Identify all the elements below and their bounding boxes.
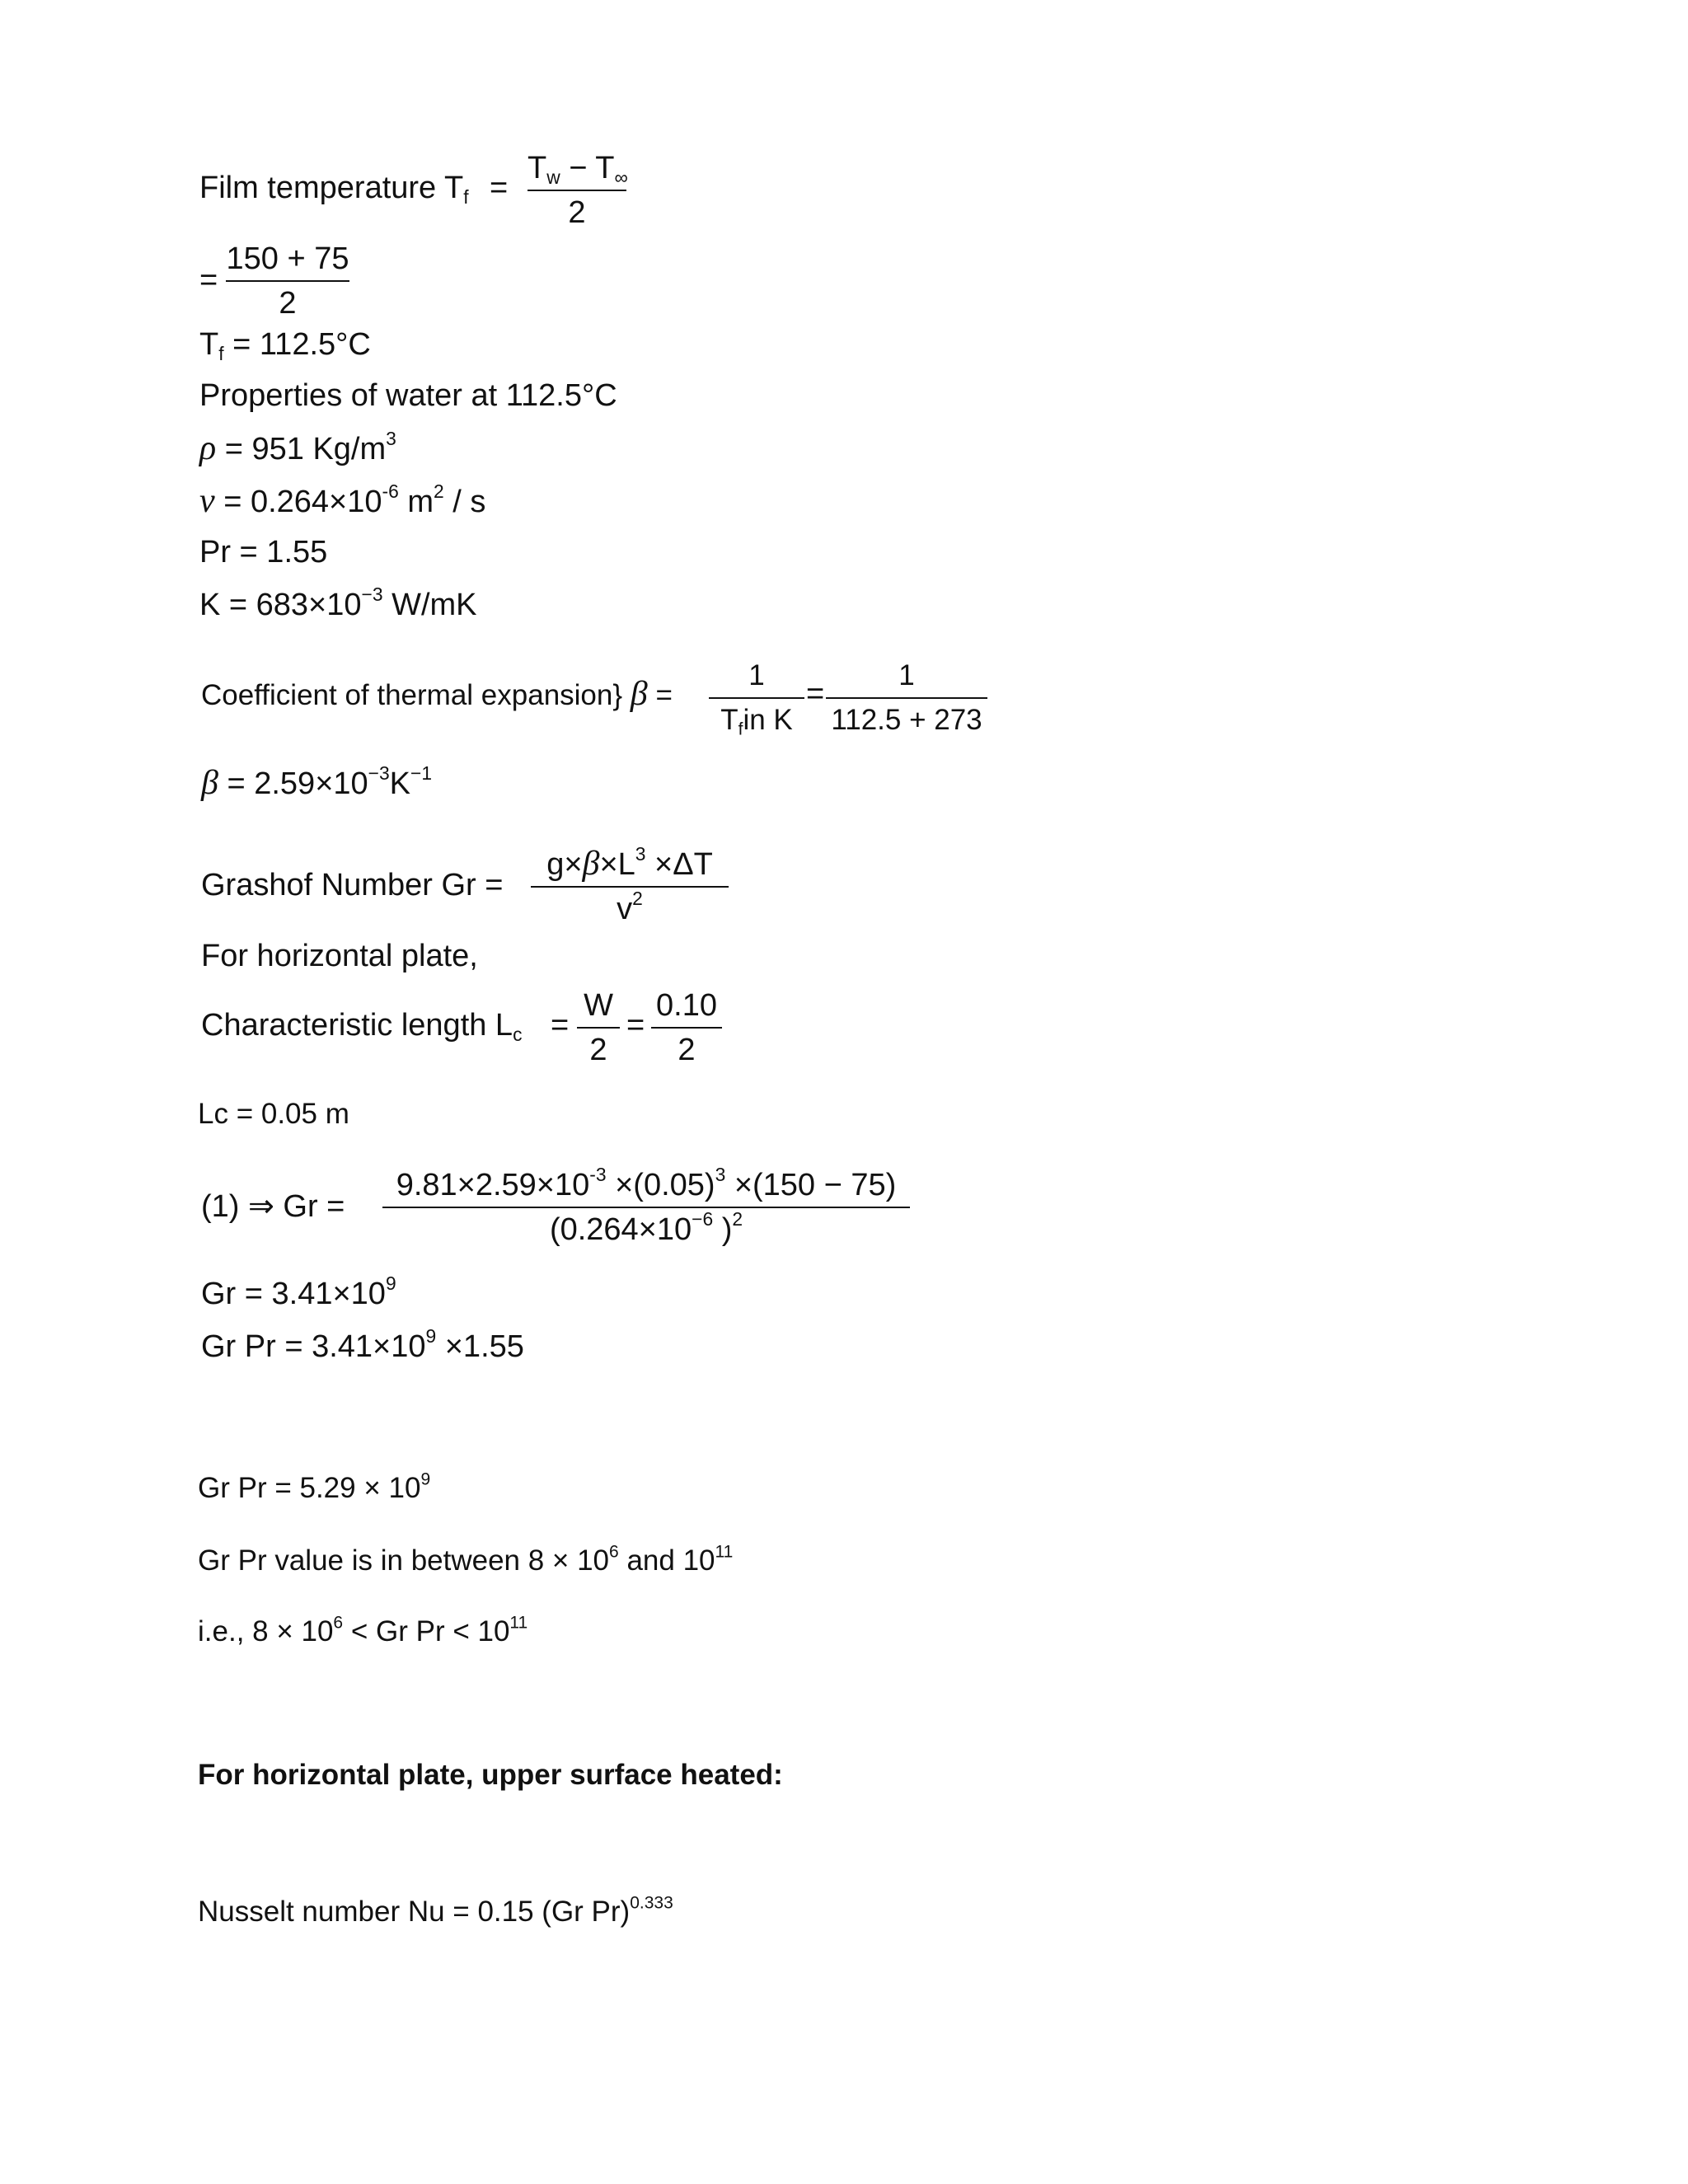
fraction-denominator: 2 bbox=[568, 195, 586, 230]
upper-surface-heading: For horizontal plate, upper surface heated: bbox=[198, 1759, 783, 1791]
density-line: ρ = 951 $Kg/m^3$ bbox=[199, 427, 396, 467]
film-temperature-fraction bbox=[528, 150, 626, 231]
substitution-fraction: 150 + 75 2 bbox=[226, 241, 349, 321]
gr-calculation-fraction: $9.81\times 2.59\times 10^{-3} \times(0.05)^3 \times(150 - 75)$ ($0.264\times 10^{-6}$ )$^2$ bbox=[382, 1167, 910, 1248]
equals-sign: = bbox=[490, 171, 509, 205]
beta-fraction-2: 1 112.5 + 273 bbox=[826, 658, 987, 738]
beta-fraction-1: 1 $T_fin$ K bbox=[709, 658, 804, 738]
gr-calculation-label: (1) ⇒ Gr = bbox=[201, 1189, 345, 1224]
lc-result: Lc = 0.05 m bbox=[198, 1098, 349, 1130]
film-temperature-label: Film temperature $T_f$ bbox=[199, 171, 469, 208]
properties-heading: Properties of water at 112.5°C bbox=[199, 378, 617, 413]
grashof-label: Grashof Number Gr = bbox=[201, 868, 504, 902]
nusselt-formula: Nusselt number Nu = 0.15 (Gr Pr)$^{0.333}$ bbox=[198, 1893, 673, 1928]
char-length-fraction-1: W 2 bbox=[577, 987, 620, 1068]
characteristic-length-label: Characteristic length $L_c$ bbox=[201, 1008, 523, 1045]
conductivity-line: $K = 683\times 10^{-3}$ W/mK bbox=[199, 583, 477, 622]
range-inequality: i.e., $8 \times 10^6 < Gr$ $Pr < 10^{11}$ bbox=[198, 1613, 528, 1647]
equals-sign: = bbox=[551, 1008, 570, 1043]
grpr-calculation: Gr $Pr = 3.41\times 10^9 \times 1.55$ bbox=[201, 1324, 524, 1364]
equals-sign: = bbox=[199, 263, 218, 298]
char-length-fraction-2: 0.10 2 bbox=[651, 987, 722, 1068]
prandtl-line: Pr = 1.55 bbox=[199, 535, 328, 569]
equals-sign: = bbox=[806, 677, 825, 711]
beta-definition-label: Coefficient of thermal expansion} β = bbox=[201, 675, 673, 713]
horizontal-plate-text: For horizontal plate, bbox=[201, 939, 478, 973]
film-temperature-result: $T_f = 112.5^\circ C$ bbox=[199, 327, 371, 364]
equals-sign: = bbox=[626, 1008, 645, 1043]
grpr-result: Gr $Pr = 5.29 \times 10^9$ bbox=[198, 1469, 431, 1504]
beta-result: $\beta = 2.59\times 10^{-3}K^{-1}$ bbox=[201, 762, 433, 802]
range-statement: Gr Pr value is in between $8 \times 10^6$ and $10^{11}$ bbox=[198, 1542, 734, 1577]
grashof-fraction: $g\times\beta\times L^3 \times\Delta T$ $v^2$ bbox=[531, 846, 729, 927]
fraction-numerator: $T_w - T_\infty$ bbox=[528, 151, 628, 188]
gr-result: $Gr = 3.41\times 10^9$ bbox=[201, 1272, 396, 1311]
kinematic-viscosity-line: $\nu = 0.264\times 10^{-6}$ $m^2$ / s bbox=[199, 480, 486, 520]
